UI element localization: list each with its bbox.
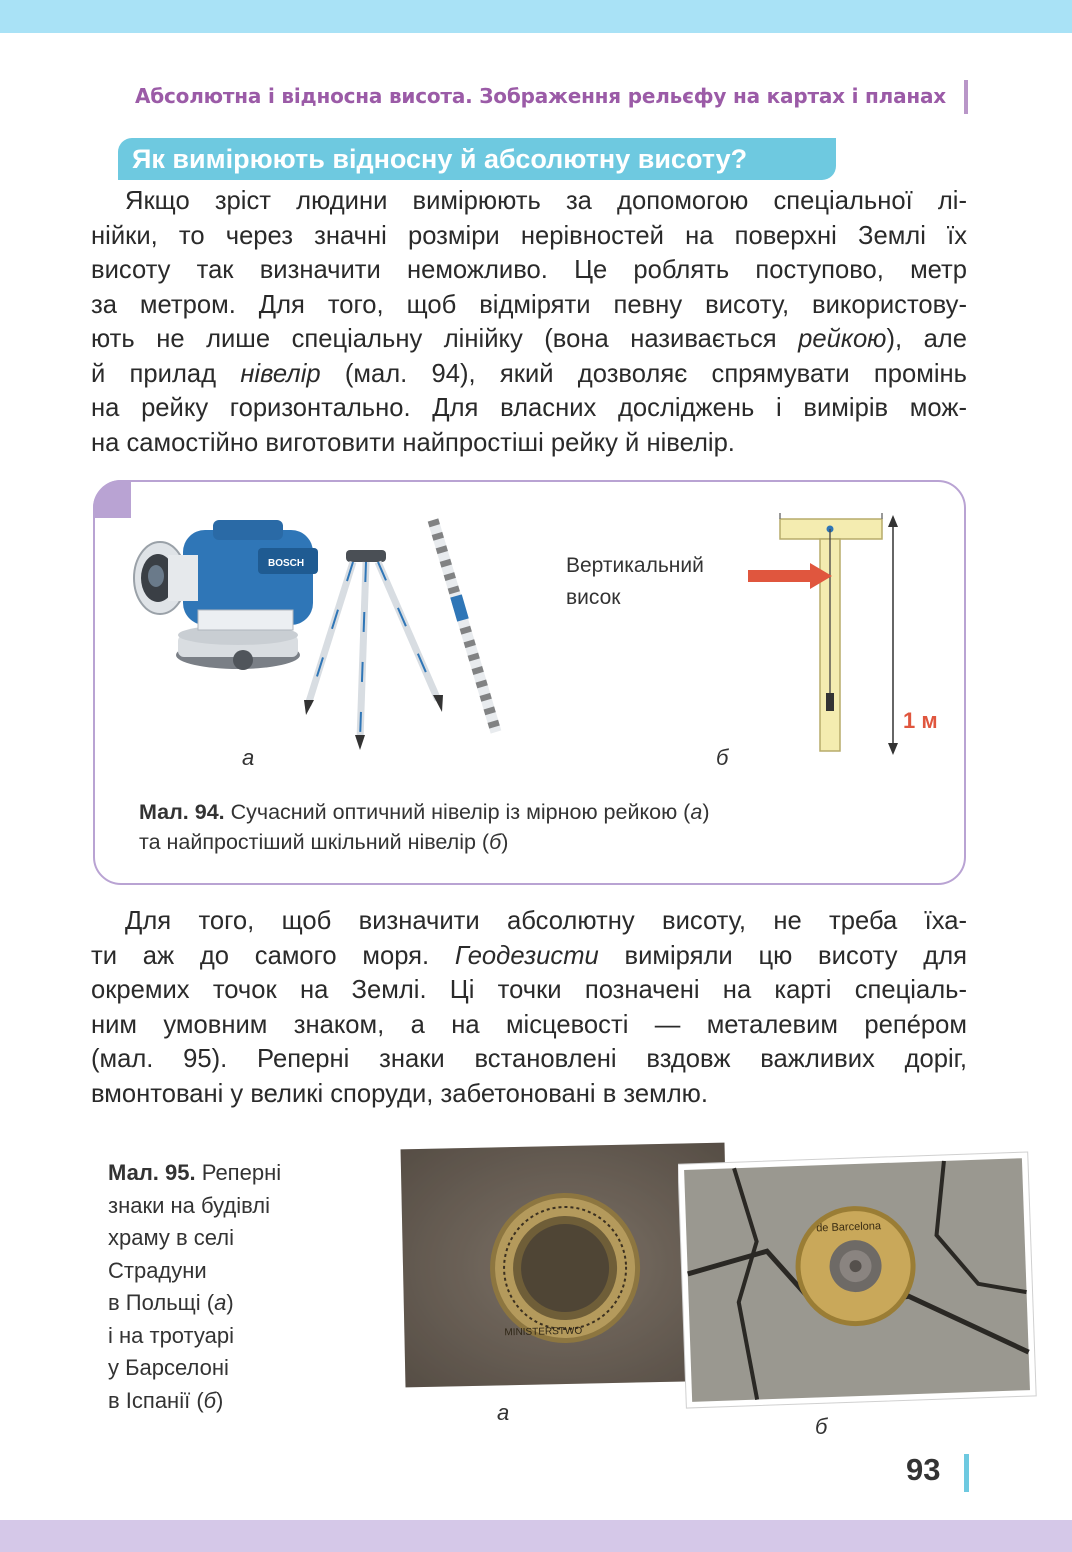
term-niveler: нівелір [240,359,321,388]
text-line: вмонтовані у великі споруди, забетоновані в землю. [91,1079,708,1108]
running-head-bar [964,80,968,114]
tripod-icon [304,550,443,750]
text-line: висоту так визначити неможливо. Це роблять поступово, метр [91,256,967,284]
text-line: на рейку горизонтально. Для власних досліджень і вимірів мож- [91,394,967,422]
caption-line: Мал. 94. Сучасний оптичний нівелір із мірною рейкою (а) [139,800,710,824]
height-label: 1 м [903,708,938,733]
text-line: ти аж до самого моря. Геодезисти виміряли цю висоту для [91,941,967,970]
benchmark-photo-b [678,1148,1038,1410]
figure-94-label-b: б [716,745,729,770]
term-reika: рейкою [798,325,887,353]
figure-94-corner-tab [93,480,131,518]
page-number: 93 [906,1452,941,1487]
bottom-color-band [0,1520,1072,1552]
text-line: за метром. Для того, щоб відміряти певну висоту, використову- [91,290,967,319]
figure-94-caption [139,797,939,857]
running-head: Абсолютна і відносна висота. Зображення рельєфу на картах і планах [134,84,946,108]
marker-b-text: de Barcelona [816,1220,882,1235]
plumb-label-line-1: Вертикальний [566,554,704,577]
optical-level-icon [134,520,318,670]
paragraph-1 [91,184,967,460]
figure-94-label-a: а [242,745,255,770]
text-line: ють не лише спеціальну лінійку (вона називається рейкою), але [91,325,967,353]
marker-a-text: MINISTERSTWO [504,1325,583,1339]
optical-level-illustration [128,500,528,760]
text-line: Для того, щоб визначити абсолютну висоту, не треба їха- [125,907,967,935]
figure-95-caption: Мал. 95. Реперні знаки на будівлі храму в селі Страдуни в Польщі (а) і на тротуарі у Барселоні в Іспанії (б) [108,1160,282,1413]
level-brand-text: BOSCH [268,558,305,569]
section-title: Як вимірюють відносну й абсолютну висоту? [118,138,836,180]
plumb-label-line-2: висок [566,586,621,609]
caption-line: та найпростіший шкільний нівелір (б) [139,830,509,854]
figure-95-label-a: а [497,1400,510,1425]
text-line: Якщо зріст людини вимірюють за допомогою спеціальної лі- [125,187,967,215]
top-color-band [0,0,1072,33]
term-geodesists: Геодезисти [454,941,599,970]
plumb-label [566,550,704,614]
paragraph-2 [91,904,967,1111]
school-level-illustration [740,505,920,765]
text-line: нійки, то через значні розміри нерівностей на поверхні Землі їх [91,221,967,250]
text-line: ним умовним знаком, а на місцевості — металевим репе́ром [91,1010,967,1039]
text-line: на самостійно виготовити найпростіші рейку й нівелір. [91,428,735,457]
text-line: й прилад нівелір (мал. 94), який дозволяє спрямувати промінь [91,359,967,388]
figure-95-label-b: б [815,1414,828,1439]
text-line: (мал. 95). Реперні знаки встановлені вздовж важливих доріг, [91,1045,967,1073]
text-line: окремих точок на Землі. Ці точки позначені на карті спеціаль- [91,976,967,1004]
page-number-bar [964,1454,969,1492]
